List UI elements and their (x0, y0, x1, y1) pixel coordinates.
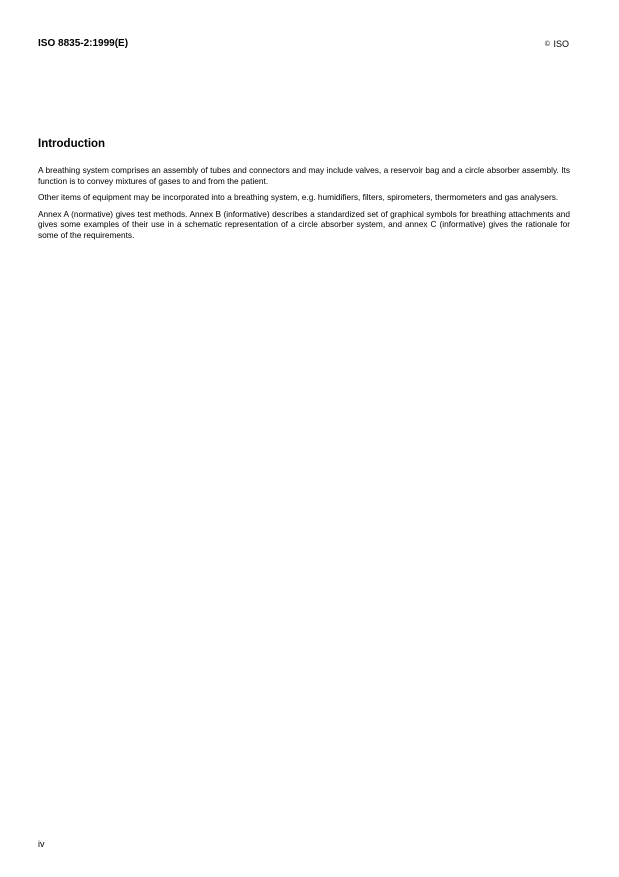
copyright-notice (545, 39, 569, 50)
copyright-symbol: © (544, 41, 550, 48)
paragraph: Annex A (normative) gives test methods. Annex B (informative) describes a standardized set of graphical symbols for breathing attachments and gives some examples of their use in a schematic representation of a circle absorber system, and annex C (informative) gives the rationale for some of the requirements. (38, 208, 570, 240)
section-title: Introduction (38, 138, 106, 150)
copyright-org: ISO (553, 39, 569, 49)
standard-reference: ISO 8835-2:1999(E) (38, 38, 129, 49)
paragraph: Other items of equipment may be incorporated into a breathing system, e.g. humidifiers, filters, spirometers, thermometers and gas analysers. (38, 192, 559, 202)
page-number: iv (38, 839, 45, 849)
section-body (38, 165, 570, 246)
paragraph: A breathing system comprises an assembly of tubes and connectors and may include valves, a reservoir bag and a circle absorber assembly. Its function is to convey mixtures of gases to and from the patient. (38, 165, 570, 186)
